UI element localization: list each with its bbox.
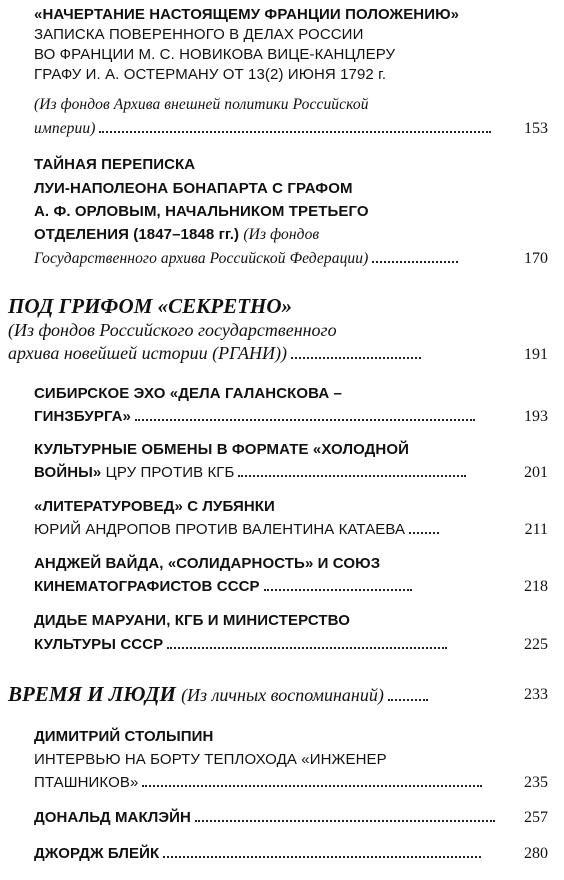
toc-entry-2-title: ТАЙНАЯ ПЕРЕПИСКА — [34, 156, 196, 173]
toc-entry-3-line-2 — [34, 408, 481, 426]
toc-entry-1-title: «НАЧЕРТАНИЕ НАСТОЯЩЕМУ ФРАНЦИИ ПОЛОЖЕНИЮ» — [34, 6, 460, 23]
toc-entry-1-source-1: (Из фондов Архива внешней политики Российской — [34, 96, 369, 113]
dot-leader — [135, 418, 475, 421]
dot-leader — [264, 588, 412, 591]
toc-entry-9-title — [34, 809, 501, 827]
toc-entry-4-page: 201 — [524, 464, 548, 481]
toc-entry-8-page: 235 — [524, 774, 548, 791]
section-title-secretno: ПОД ГРИФОМ «СЕКРЕТНО» — [8, 294, 293, 318]
toc-entry-2-line-3: А. Ф. ОРЛОВЫМ, НАЧАЛЬНИКОМ ТРЕТЬЕГО — [34, 203, 369, 220]
toc-entry-1-source-2 — [34, 120, 504, 138]
toc-entry-8-line-3 — [34, 774, 488, 792]
toc-entry-1-source-2-text: империи) — [34, 120, 96, 137]
dot-leader — [372, 260, 458, 263]
section-title-vremya-i-lyudi — [8, 682, 434, 707]
section-2-title-text: ВРЕМЯ И ЛЮДИ — [8, 682, 176, 706]
section-2-subtitle: (Из личных воспоминаний) — [181, 685, 384, 705]
toc-entry-1-line-4: ГРАФУ И. А. ОСТЕРМАНУ ОТ 13(2) ИЮНЯ 1792 г. — [34, 66, 387, 83]
toc-entry-2-source-2: Государственного архива Российской Федерации) — [34, 250, 369, 267]
toc-entry-2-source-1: (Из фондов — [243, 226, 320, 243]
toc-entry-10-page: 280 — [524, 845, 548, 862]
section-subtitle-line-1: (Из фондов Российского государственного — [8, 320, 337, 340]
dot-leader — [195, 819, 495, 822]
toc-entry-1-line-3: ВО ФРАНЦИИ М. С. НОВИКОВА ВИЦЕ-КАНЦЛЕРУ — [34, 46, 396, 63]
dot-leader — [163, 855, 481, 858]
toc-entry-9-title-text: ДОНАЛЬД МАКЛЭЙН — [34, 809, 191, 826]
section-subtitle-line-2 — [8, 343, 427, 364]
toc-entry-5-title: «ЛИТЕРАТУРОВЕД» С ЛУБЯНКИ — [34, 498, 275, 515]
toc-entry-2-page: 170 — [524, 250, 548, 267]
toc-entry-6-title: АНДЖЕЙ ВАЙДА, «СОЛИДАРНОСТЬ» И СОЮЗ — [34, 555, 381, 572]
section-1-page: 191 — [524, 346, 548, 363]
toc-entry-3-title: СИБИРСКОЕ ЭХО «ДЕЛА ГАЛАНСКОВА – — [34, 385, 342, 402]
toc-entry-3-line-2-text: ГИНЗБУРГА» — [34, 408, 131, 425]
section-2-page: 233 — [524, 686, 548, 703]
toc-entry-7-line-2-text: КУЛЬТУРЫ СССР — [34, 636, 164, 653]
toc-entry-6-line-2-text: КИНЕМАТОГРАФИСТОВ СССР — [34, 578, 260, 595]
toc-entry-2-line-2: ЛУИ-НАПОЛЕОНА БОНАПАРТА С ГРАФОМ — [34, 180, 353, 197]
toc-entry-7-title: ДИДЬЕ МАРУАНИ, КГБ И МИНИСТЕРСТВО — [34, 612, 350, 629]
toc-entry-4-subtitle: ЦРУ ПРОТИВ КГБ — [105, 464, 235, 481]
toc-entry-9-page: 257 — [524, 809, 548, 826]
toc-entry-1-page: 153 — [524, 120, 548, 137]
toc-entry-5-page: 211 — [524, 521, 548, 538]
toc-entry-5-line-2 — [34, 521, 445, 539]
dot-leader — [388, 698, 428, 701]
toc-entry-4-line-2 — [34, 464, 472, 482]
toc-entry-6-page: 218 — [524, 578, 548, 595]
toc-entry-2-line-4-text: ОТДЕЛЕНИЯ (1847–1848 гг.) — [34, 226, 240, 243]
dot-leader — [167, 646, 447, 649]
dot-leader — [142, 784, 482, 787]
toc-entry-7-line-2 — [34, 636, 453, 654]
toc-entry-7-page: 225 — [524, 636, 548, 653]
toc-entry-10-title-text: ДЖОРДЖ БЛЕЙК — [34, 845, 160, 862]
toc-entry-8-title: ДИМИТРИЙ СТОЛЫПИН — [34, 728, 214, 745]
section-subtitle-line-2-text: архива новейшей истории (РГАНИ)) — [8, 343, 287, 363]
toc-entry-10-title — [34, 845, 487, 863]
dot-leader — [238, 474, 466, 477]
toc-entry-8-line-2: ИНТЕРВЬЮ НА БОРТУ ТЕПЛОХОДА «ИНЖЕНЕР — [34, 751, 387, 768]
toc-entry-2-line-5 — [34, 250, 464, 268]
toc-entry-8-line-3-text: ПТАШНИКОВ» — [34, 774, 139, 791]
toc-entry-4-line-2-text: ВОЙНЫ» — [34, 464, 102, 481]
toc-entry-6-line-2 — [34, 578, 418, 596]
dot-leader — [99, 130, 491, 133]
dot-leader — [409, 531, 439, 534]
toc-entry-4-title: КУЛЬТУРНЫЕ ОБМЕНЫ В ФОРМАТЕ «ХОЛОДНОЙ — [34, 441, 410, 458]
toc-entry-2-line-4 — [34, 226, 319, 244]
toc-entry-5-line-2-text: ЮРИЙ АНДРОПОВ ПРОТИВ ВАЛЕНТИНА КАТАЕВА — [34, 521, 406, 538]
toc-entry-1-line-2: ЗАПИСКА ПОВЕРЕННОГО В ДЕЛАХ РОССИИ — [34, 26, 364, 43]
toc-entry-3-page: 193 — [524, 408, 548, 425]
dot-leader — [291, 356, 421, 359]
